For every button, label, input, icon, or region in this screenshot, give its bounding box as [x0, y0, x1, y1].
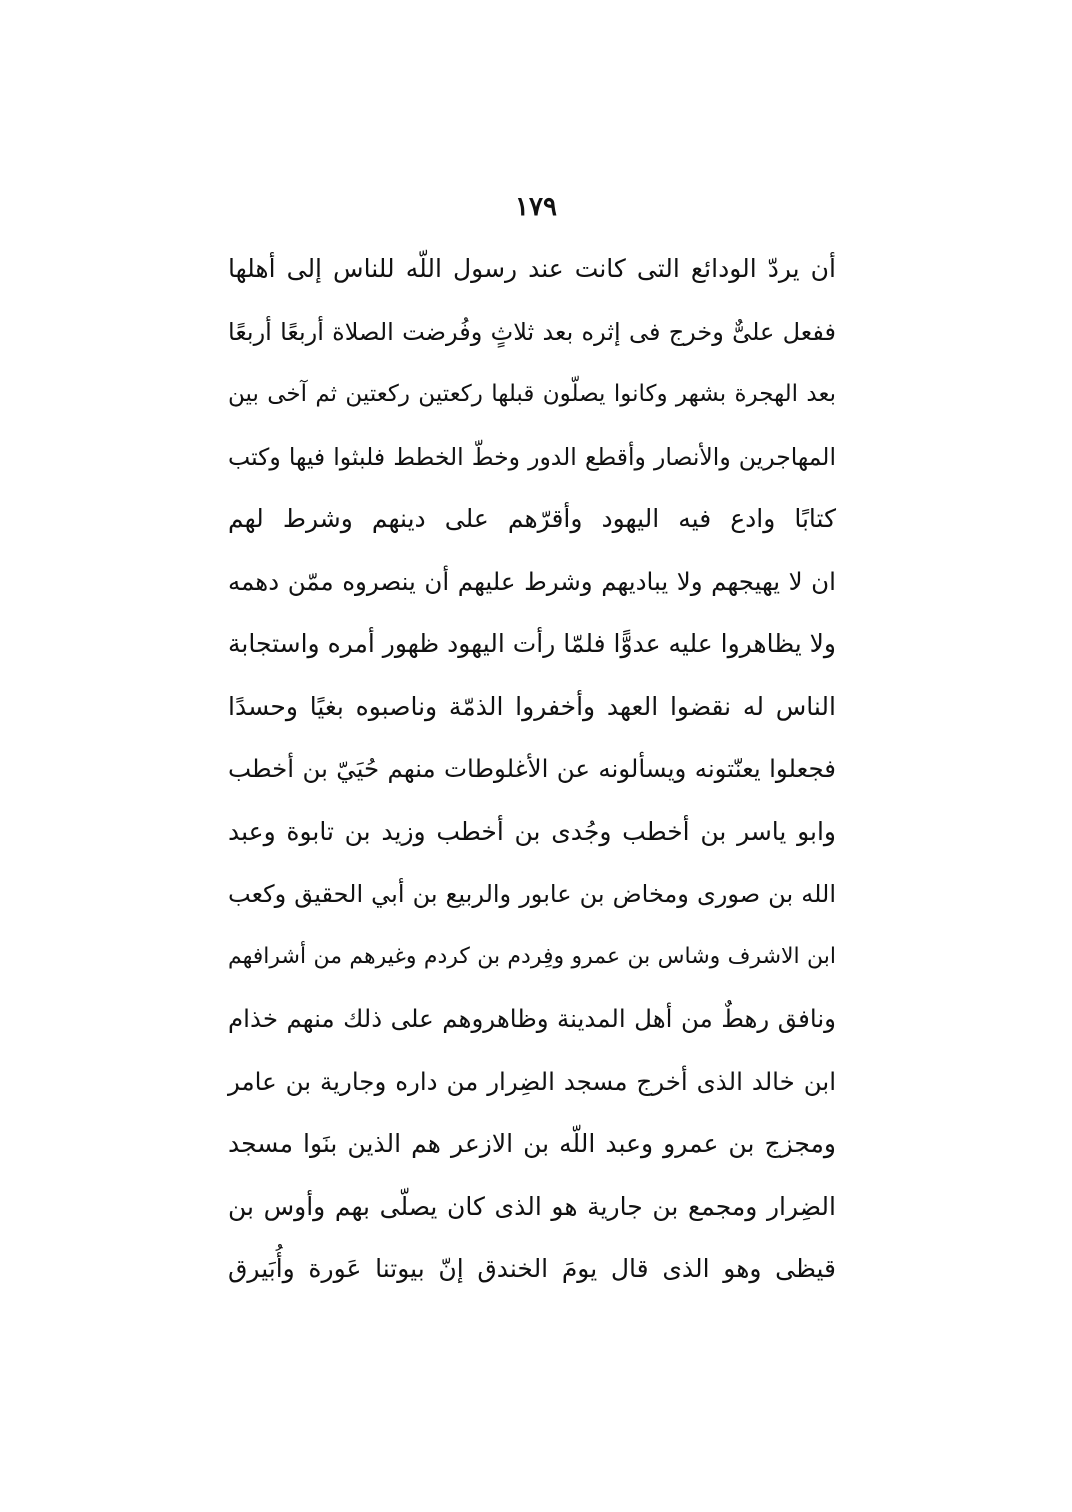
text-line: ونافق رهطٌ من أهل المدينة وظاهروهم على ذلك منهم خذام: [228, 1004, 836, 1033]
text-line: فجعلوا يعنّتونه ويسألونه عن الأغلوطات منهم حُيَيّ بن أخطب: [228, 754, 836, 783]
text-line: الله بن صورى ومخاض بن عابور والربيع بن أبي الحقيق وكعب: [228, 880, 836, 908]
text-line: وابو ياسر بن أخطب وجُدى بن أخطب وزيد بن تابوة وعبد: [228, 816, 836, 846]
text-line: ففعل علىٌّ وخرج فى إثره بعد ثلاثٍ وفُرضت الصلاة أربعًا أربعًا: [228, 317, 836, 346]
text-line: الضِرار ومجمع بن جارية هو الذى كان يصلّى بهم وأوس بن: [228, 1191, 836, 1221]
text-line: قيظى وهو الذى قال يومَ الخندق إنّ بيوتنا عَورة وأُبَيرق: [228, 1254, 836, 1283]
text-line: أن يردّ الودائع التى كانت عند رسول اللّه للناس إلى أهلها: [228, 254, 836, 283]
text-line: ابن الاشرف وشاس بن عمرو وفِردم بن كردم وغيرهم من أشرافهم: [228, 943, 836, 969]
text-line: ولا يظاهروا عليه عدوًّا فلمّا رأت اليهود ظهور أمره واستجابة: [228, 629, 836, 658]
text-line: ان لا يهيجهم ولا يباديهم وشرط عليهم أن ينصروه ممّن دهمه: [228, 566, 836, 596]
text-line: ومجزج بن عمرو وعبد اللّه بن الازعر هم الذين بنَوا مسجد: [228, 1129, 836, 1158]
text-line: بعد الهجرة بشهر وكانوا يصلّون قبلها ركعتين ركعتين ثم آخى بين: [228, 381, 836, 407]
text-line: المهاجرين والأنصار وأقطع الدور وخطّ الخطط فلبثوا فيها وكتب: [228, 442, 836, 471]
text-line: ابن خالد الذى أخرج مسجد الضِرار من داره وجارية بن عامر: [228, 1066, 836, 1096]
page-number: ١٧٩: [515, 192, 557, 222]
text-line: كتابًا وادع فيه اليهود وأقرّهم على دينهم وشرط لهم: [228, 504, 836, 533]
body-text: [228, 238, 836, 1301]
text-line: الناس له نقضوا العهد وأخفروا الذمّة وناصبوه بغيًا وحسدًا: [228, 691, 836, 721]
